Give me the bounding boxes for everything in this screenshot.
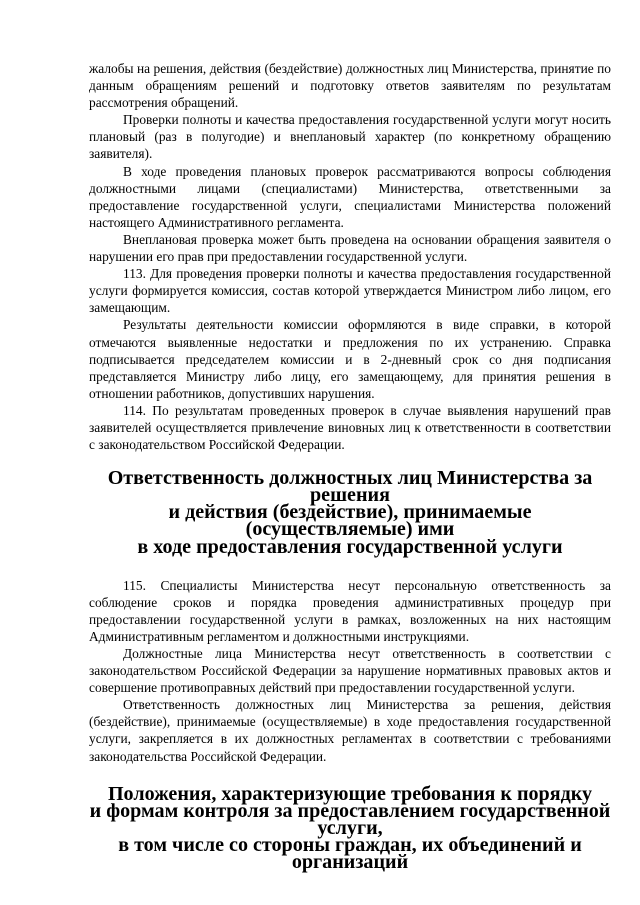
document-page bbox=[89, 60, 611, 874]
heading-line: в ходе предоставления государственной услуги bbox=[137, 535, 563, 558]
heading-line: в том числе со стороны граждан, их объединений и организаций bbox=[118, 833, 582, 874]
paragraph-responsibility-regulations: Ответственность должностных лиц Министерства за решения, действия (бездействие), принимаемые (осуществляемые) в ходе предоставления государственной услуги, закрепляется в их должностных регламентах в соответствии с требованиями законодательства Российской Федерации. bbox=[89, 697, 611, 764]
section-heading-responsibility bbox=[89, 467, 611, 558]
paragraph-inspection-types: Проверки полноты и качества предоставления государственной услуги могут носить плановый (раз в полугодие) и внеплановый характер (по конкретному обращению заявителя). bbox=[89, 112, 611, 162]
paragraph-item-115: 115. Специалисты Министерства несут персональную ответственность за соблюдение сроков и порядка проведения административных процедур при предоставлении государственной услуги в рамках, возложенных на них настоящим Административным регламентом и должностными инструкциями. bbox=[89, 577, 611, 644]
section-heading-control-requirements bbox=[89, 782, 611, 874]
paragraph-item-113: 113. Для проведения проверки полноты и качества предоставления государственной услуги формируется комиссия, состав которой утверждается Министром либо лицом, его замещающим. bbox=[89, 266, 611, 316]
paragraph-commission-results: Результаты деятельности комиссии оформляются в виде справки, в которой отмечаются выявленные недостатки и предложения по их устранению. Справка подписывается председателем комиссии и в 2-дневный срок со дня подписания представляется Министру либо лицу, его замещающему, для принятия решения в отношении работников, допустивших нарушения. bbox=[89, 317, 611, 401]
heading-line: и формам контроля за предоставлением государственной услуги, bbox=[89, 799, 611, 839]
paragraph-unplanned-inspection: Внеплановая проверка может быть проведена на основании обращения заявителя о нарушении его прав при предоставлении государственной услуги. bbox=[89, 231, 611, 265]
paragraph-item-114: 114. По результатам проведенных проверок в случае выявления нарушений прав заявителей осуществляется привлечение виновных лиц к ответственности в соответствии с законодательством Российской Федерации. bbox=[89, 402, 611, 453]
heading-line: Ответственность должностных лиц Министерства за решения bbox=[107, 467, 593, 507]
spacer bbox=[89, 556, 611, 577]
paragraph-planned-inspections: В ходе проведения плановых проверок рассматриваются вопросы соблюдения должностными лицами (специалистами) Министерства, ответственными за предоставление государственной услуги, специалистами Министерства положений настоящего Административного регламента. bbox=[89, 163, 611, 230]
paragraph-officials-liability: Должностные лица Министерства несут ответственность в соответствии с законодательством Российской Федерации за нарушение нормативных правовых актов и совершение противоправных действий при предоставлении государственной услуги. bbox=[89, 646, 611, 696]
heading-line: и действия (бездействие), принимаемые (осуществляемые) ими bbox=[168, 501, 532, 541]
paragraph-complaints-continuation: жалобы на решения, действия (бездействие) должностных лиц Министерства, принятие по данным обращениям решений и подготовку ответов заявителям по результатам рассмотрения обращений. bbox=[89, 61, 611, 111]
heading-line: Положения, характеризующие требования к порядку bbox=[107, 782, 593, 805]
